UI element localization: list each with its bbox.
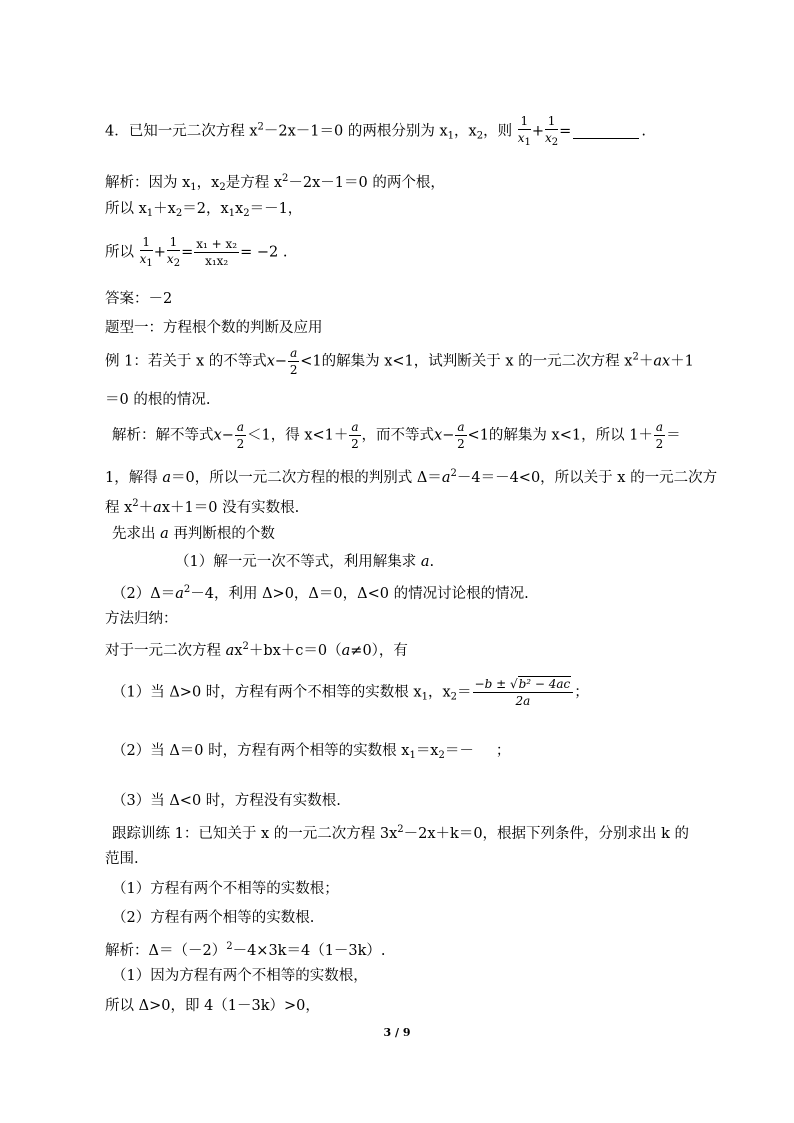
case-2: （2）当 Δ＝0 时，方程有两个相等的实数根 $x_1=x_2=-$ ； bbox=[112, 743, 511, 761]
case-1: （1）当 Δ>0 时，方程有两个不相等的实数根 $x_1$，$x_2=$ $\frac{\text{−b ± √b² − 4ac}}{2a}$ ； bbox=[112, 677, 589, 708]
hint-line: 先求出 a 再判断根的个数 bbox=[112, 526, 275, 542]
example-1-line-1: 例 1：若关于 x 的不等式x− $\frac{a}{2}$ <1的解集为 x<1，试判断关于 x 的一元二次方程 $x^2+ax+1$ bbox=[105, 346, 694, 377]
question-4: 4．已知一元二次方程 $x^2-2x-1=0$ 的两根分别为 $x_1$，$x_2$，则 $\frac{1}{x_1}$ + $\frac{1}{x_2}$ = . bbox=[105, 114, 646, 148]
solution-1-line-1: 解析：解不等式x− $\frac{a}{2}$ ＜1，得 x<1＋ $\frac{a}{2}$ ，而不等式x− $\frac{a}{2}$ <1的解集为 x<1，所以 1＋ $\frac{a}{2}$ ＝ bbox=[112, 420, 681, 451]
training-1-line-2: 范围. bbox=[105, 851, 139, 867]
fraction-sum-over-product: $\frac{\text{x₁ + x₂}}{\text{x₁x₂}}$ bbox=[196, 237, 238, 268]
condition-2: （2）方程有两个相等的实数根. bbox=[112, 910, 315, 926]
method-heading: 方法归纳： bbox=[105, 611, 178, 627]
condition-1: （1）方程有两个不相等的实数根； bbox=[112, 881, 339, 897]
example-1-line-2: ＝0 的根的情况. bbox=[105, 392, 211, 408]
solution-2-line-2: （1）因为方程有两个不相等的实数根， bbox=[112, 968, 368, 984]
fraction-1-over-x2: $\frac{1}{x_2}$ bbox=[545, 114, 559, 148]
fraction-1-over-x1: $\frac{1}{x_1}$ bbox=[139, 235, 153, 269]
step-1: （1）解一元一次不等式，利用解集求 a. bbox=[175, 554, 435, 570]
training-1-line-1: 跟踪训练 1：已知关于 x 的一元二次方程 $3x^2-2x+k=0$，根据下列条件，分别求出 k 的 bbox=[112, 824, 690, 842]
step-2: $(2)\Delta=a^2-4$，利用 Δ>0，Δ＝0，Δ<0 的情况讨论根的情况. bbox=[112, 584, 529, 602]
analysis-line-2: 所以 $x_1+x_2=2$，$x_1x_2=-1$， bbox=[105, 201, 303, 219]
analysis-line-1: 解析：因为 $x_1$，$x_2$是方程 $x^2-2x-1=0$ 的两个根， bbox=[105, 173, 445, 193]
general-form: 对于一元二次方程 $ax^2+bx+c=0(a\ne 0)$，有 bbox=[105, 641, 408, 659]
fraction-1-over-x1: $\frac{1}{x_1}$ bbox=[517, 114, 531, 148]
solution-1-line-3: 程 $x^2+ax+1=0$ 没有实数根. bbox=[105, 498, 300, 516]
solution-1-line-2: 1，解得 a＝0，所以一元二次方程的根的判别式 $\Delta=a^2-4=-4<0$，所以关于 x 的一元二次方 bbox=[105, 468, 718, 486]
fraction-1-over-x2: $\frac{1}{x_2}$ bbox=[166, 235, 181, 269]
page-number: 3 / 9 bbox=[383, 1026, 411, 1039]
analysis-line-3: 所以 $\frac{1}{x_1}$ + $\frac{1}{x_2}$ = $\frac{\text{x₁ + x₂}}{\text{x₁x₂}}$ = −2 . bbox=[105, 235, 288, 269]
topic-heading: 题型一：方程根个数的判断及应用 bbox=[105, 320, 323, 336]
case-3: （3）当 Δ<0 时，方程没有实数根. bbox=[112, 793, 341, 809]
solution-2-line-3: 所以 Δ>0，即 4（1－3k）>0， bbox=[105, 998, 320, 1014]
quadratic-formula: $\frac{\text{−b ± √b² − 4ac}}{2a}$ bbox=[473, 678, 574, 707]
solution-2-line-1: 解析：$\Delta=(-2)^2-4\times 3k=4(1-3k)$. bbox=[105, 941, 386, 959]
answer-blank bbox=[573, 138, 639, 139]
answer-line: 答案：－2 bbox=[105, 291, 173, 307]
